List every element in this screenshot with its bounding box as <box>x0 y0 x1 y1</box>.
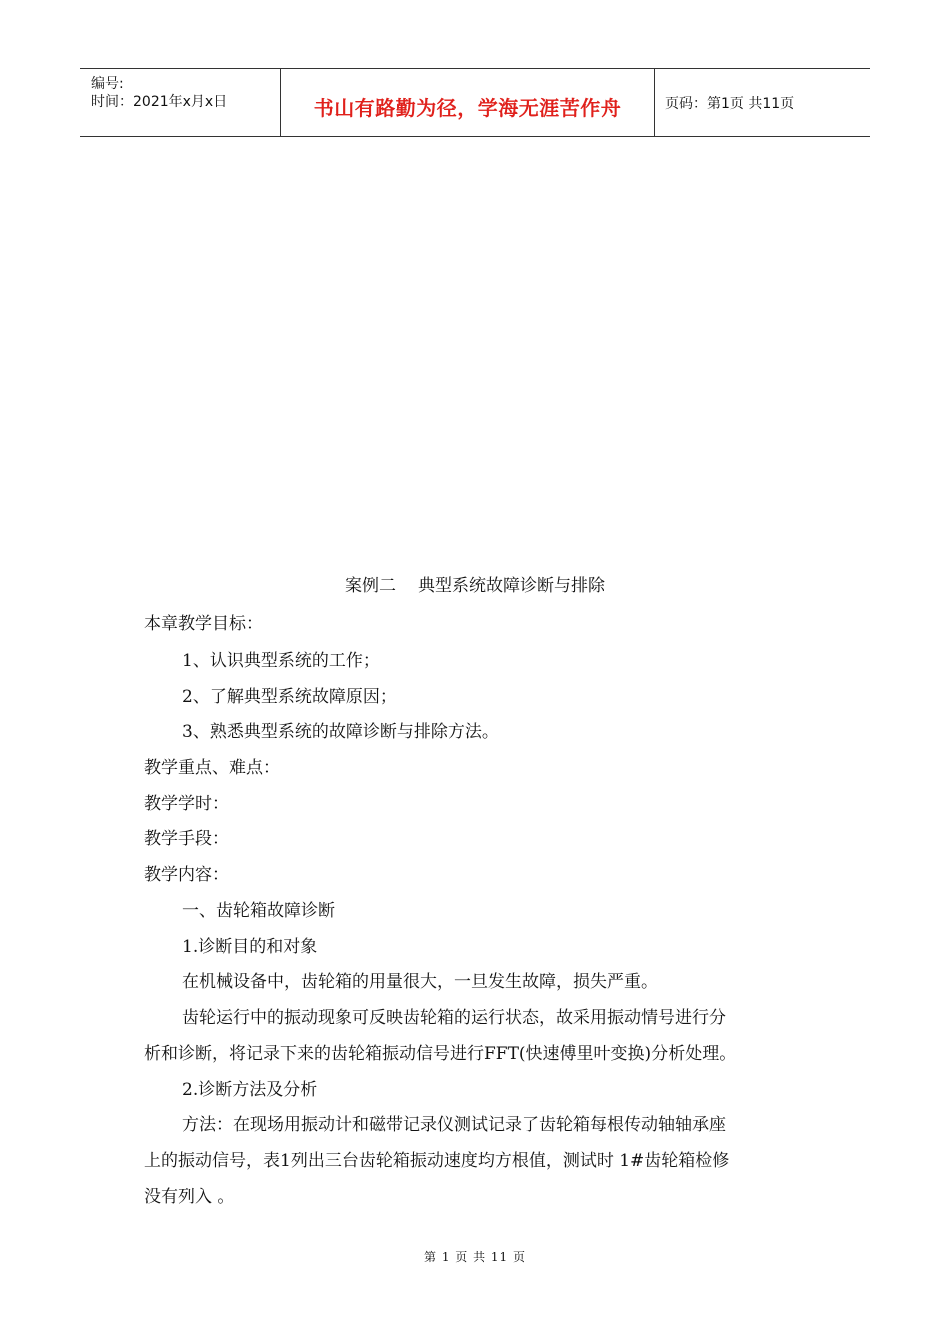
title-topic: 典型系统故障诊断与排除 <box>418 576 605 596</box>
paragraph-line: 教学重点、难点： <box>144 758 280 778</box>
paragraph-line: 教学手段： <box>144 829 229 849</box>
header-info-cell <box>80 69 281 136</box>
subsection-heading: 1.诊断目的和对象 <box>182 937 318 957</box>
page-footer: 第 1 页 共 11 页 <box>424 1250 526 1264</box>
page-header <box>80 68 870 137</box>
paragraph-line: 方法：在现场用振动计和磁带记录仪测试记录了齿轮箱每根传动轴轴承座 <box>182 1115 726 1135</box>
section-heading: 一、齿轮箱故障诊断 <box>182 901 335 921</box>
list-item: 2、了解典型系统故障原因； <box>182 687 397 707</box>
document-title <box>0 571 950 596</box>
list-item: 3、熟悉典型系统的故障诊断与排除方法。 <box>182 722 499 742</box>
paragraph-line: 在机械设备中，齿轮箱的用量很大，一旦发生故障，损失严重。 <box>182 972 658 992</box>
subsection-heading: 2.诊断方法及分析 <box>182 1080 318 1100</box>
paragraph-line: 本章教学目标： <box>144 614 263 634</box>
title-case-label: 案例二 <box>345 576 396 596</box>
list-item: 1、认识典型系统的工作； <box>182 651 380 671</box>
paragraph-line: 教学学时： <box>144 794 229 814</box>
header-page-code: 页码：第1页 共11页 <box>665 96 795 112</box>
header-motto: 书山有路勤为径，学海无涯苦作舟 <box>313 96 622 120</box>
paragraph-line: 齿轮运行中的振动现象可反映齿轮箱的运行状态，故采用振动情号进行分 <box>182 1008 726 1028</box>
paragraph-line: 上的振动信号，表1列出三台齿轮箱振动速度均方根值，测试时 1#齿轮箱检修 <box>144 1151 730 1171</box>
paragraph-line: 析和诊断，将记录下来的齿轮箱振动信号进行FFT(快速傅里叶变换)分析处理。 <box>144 1044 737 1064</box>
document-number-label: 编号: <box>91 76 124 92</box>
header-page-cell <box>655 69 870 136</box>
document-time-label: 时间：2021年x月x日 <box>91 94 228 110</box>
paragraph-line: 教学内容： <box>144 865 229 885</box>
header-motto-cell <box>281 69 655 136</box>
paragraph-line: 没有列入 。 <box>144 1187 235 1207</box>
